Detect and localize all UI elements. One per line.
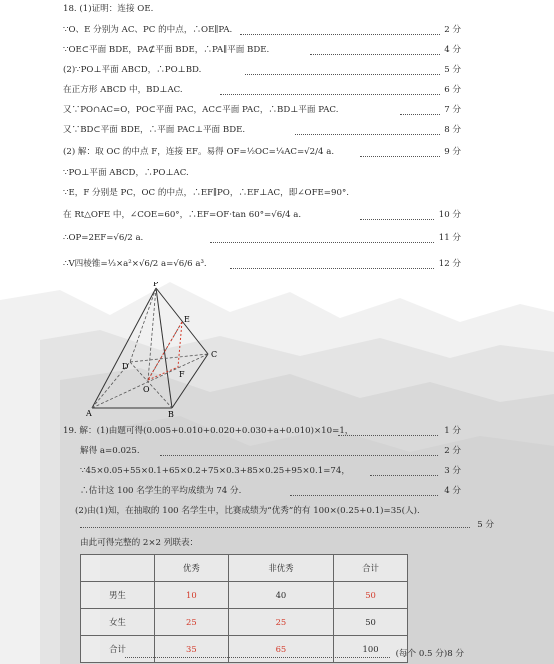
leader-dots	[400, 113, 440, 115]
leader-dots	[125, 656, 390, 658]
q19-line-6: 由此可得完整的 2×2 列联表：	[80, 538, 199, 548]
table-row	[81, 636, 408, 663]
leader-dots	[370, 474, 438, 476]
leader-dots	[295, 133, 440, 135]
q19-line-3: ∵45×0.05+55×0.1+65×0.2+75×0.3+85×0.25+95×0.1=74，	[80, 466, 350, 476]
table-cell: 35	[154, 636, 228, 663]
label-C: C	[211, 350, 218, 359]
footer-score: (每个 0.5 分)8 分	[395, 649, 464, 659]
leader-dots	[230, 267, 434, 269]
table-header-row	[81, 555, 408, 582]
q18-score-2: 4 分	[444, 45, 461, 55]
leader-dots	[290, 494, 438, 496]
table-header-cell	[81, 555, 155, 582]
q18-score-7: 9 分	[444, 147, 461, 157]
label-P: P	[153, 282, 159, 288]
q18-score-3: 5 分	[444, 65, 461, 75]
leader-dots	[210, 241, 434, 243]
label-O: O	[143, 385, 150, 394]
table-cell: 男生	[81, 582, 155, 609]
q18-score-6: 8 分	[444, 125, 461, 135]
q19-line-5: (2)由(1)知，在抽取的 100 名学生中，比赛成绩为“优秀”的有 100×(0.25+0.1)=35(人).	[75, 506, 420, 516]
table-cell: 25	[228, 609, 333, 636]
leader-dots	[360, 218, 434, 220]
leader-dots	[310, 53, 440, 55]
q18-line-3: (2)∵PO⊥平面 ABCD，∴PO⊥BD.	[63, 65, 202, 75]
label-F: F	[179, 370, 185, 379]
q19-score-4: 4 分	[444, 486, 461, 496]
q18-score-1: 2 分	[444, 25, 461, 35]
table-cell: 50	[334, 609, 408, 636]
q19-score-5: 5 分	[477, 520, 494, 530]
table-cell: 50	[334, 582, 408, 609]
q19-score-2: 2 分	[444, 446, 461, 456]
table-cell: 10	[154, 582, 228, 609]
q19-line-1: 19. 解：(1)由题可得(0.005+0.010+0.020+0.030+a+0.010)×10=1，	[63, 426, 354, 436]
table-header-cell: 非优秀	[228, 555, 333, 582]
q18-score-4: 6 分	[444, 85, 461, 95]
table-row	[81, 609, 408, 636]
q18-title: 18. (1)证明：连接 OE.	[63, 4, 154, 14]
q18-line-11: ∴OP=2EF=√6/2 a.	[63, 233, 144, 243]
q18-line-10: 在 Rt△OFE 中，∠COE=60°，∴EF=OF·tan 60°=√6/4 a.	[63, 210, 302, 220]
label-D: D	[122, 362, 129, 371]
q18-score-12: 12 分	[438, 259, 461, 269]
table-header-cell: 优秀	[154, 555, 228, 582]
leader-dots	[240, 33, 440, 35]
label-A: A	[86, 409, 92, 418]
leader-dots	[360, 155, 440, 157]
table-row	[81, 582, 408, 609]
q19-score-1: 1 分	[444, 426, 461, 436]
table-cell: 女生	[81, 609, 155, 636]
table-cell: 合计	[81, 636, 155, 663]
q18-score-10: 10 分	[438, 210, 461, 220]
table-header-cell: 合计	[334, 555, 408, 582]
q18-line-2: ∵OE⊂平面 BDE，PA⊄平面 BDE，∴PA∥平面 BDE.	[63, 45, 270, 55]
q18-line-6: 又∵BD⊂平面 BDE，∴平面 PAC⊥平面 BDE.	[63, 125, 246, 135]
q18-score-5: 7 分	[444, 105, 461, 115]
q19-score-3: 3 分	[444, 466, 461, 476]
q18-line-1: ∵O、E 分别为 AC、PC 的中点，∴OE∥PA.	[63, 25, 233, 35]
q18-line-7: (2) 解：取 OC 的中点 F，连接 EF。易得 OF=½OC=¼AC=√2/4 a.	[63, 147, 335, 157]
table-cell: 65	[228, 636, 333, 663]
leader-dots	[160, 454, 438, 456]
leader-dots	[80, 526, 470, 528]
leader-dots	[245, 73, 440, 75]
q18-line-8: ∵PO⊥平面 ABCD，∴PO⊥AC.	[63, 168, 189, 178]
pyramid-figure	[80, 282, 240, 418]
q18-line-5: 又∵PO∩AC=O，PO⊂平面 PAC，AC⊂平面 PAC，∴BD⊥平面 PAC.	[63, 105, 339, 115]
q18-line-9: ∵E，F 分别是 PC，OC 的中点，∴EF∥PO，∴EF⊥AC，即∠OFE=90°.	[63, 188, 349, 198]
table-cell: 100	[334, 636, 408, 663]
leader-dots	[338, 434, 438, 436]
q19-line-2: 解得 a=0.025.	[80, 446, 140, 456]
label-B: B	[168, 410, 174, 418]
leader-dots	[220, 93, 440, 95]
q18-line-4: 在正方形 ABCD 中，BD⊥AC.	[63, 85, 183, 95]
q18-line-12: ∴V四棱锥=⅓×a²×√6/2 a=√6/6 a³.	[63, 259, 207, 269]
label-E: E	[184, 315, 190, 324]
table-cell: 25	[154, 609, 228, 636]
q18-score-11: 11 分	[438, 233, 461, 243]
q19-line-4: ∴估计这 100 名学生的平均成绩为 74 分.	[80, 486, 242, 496]
contingency-table	[80, 554, 408, 663]
table-cell: 40	[228, 582, 333, 609]
